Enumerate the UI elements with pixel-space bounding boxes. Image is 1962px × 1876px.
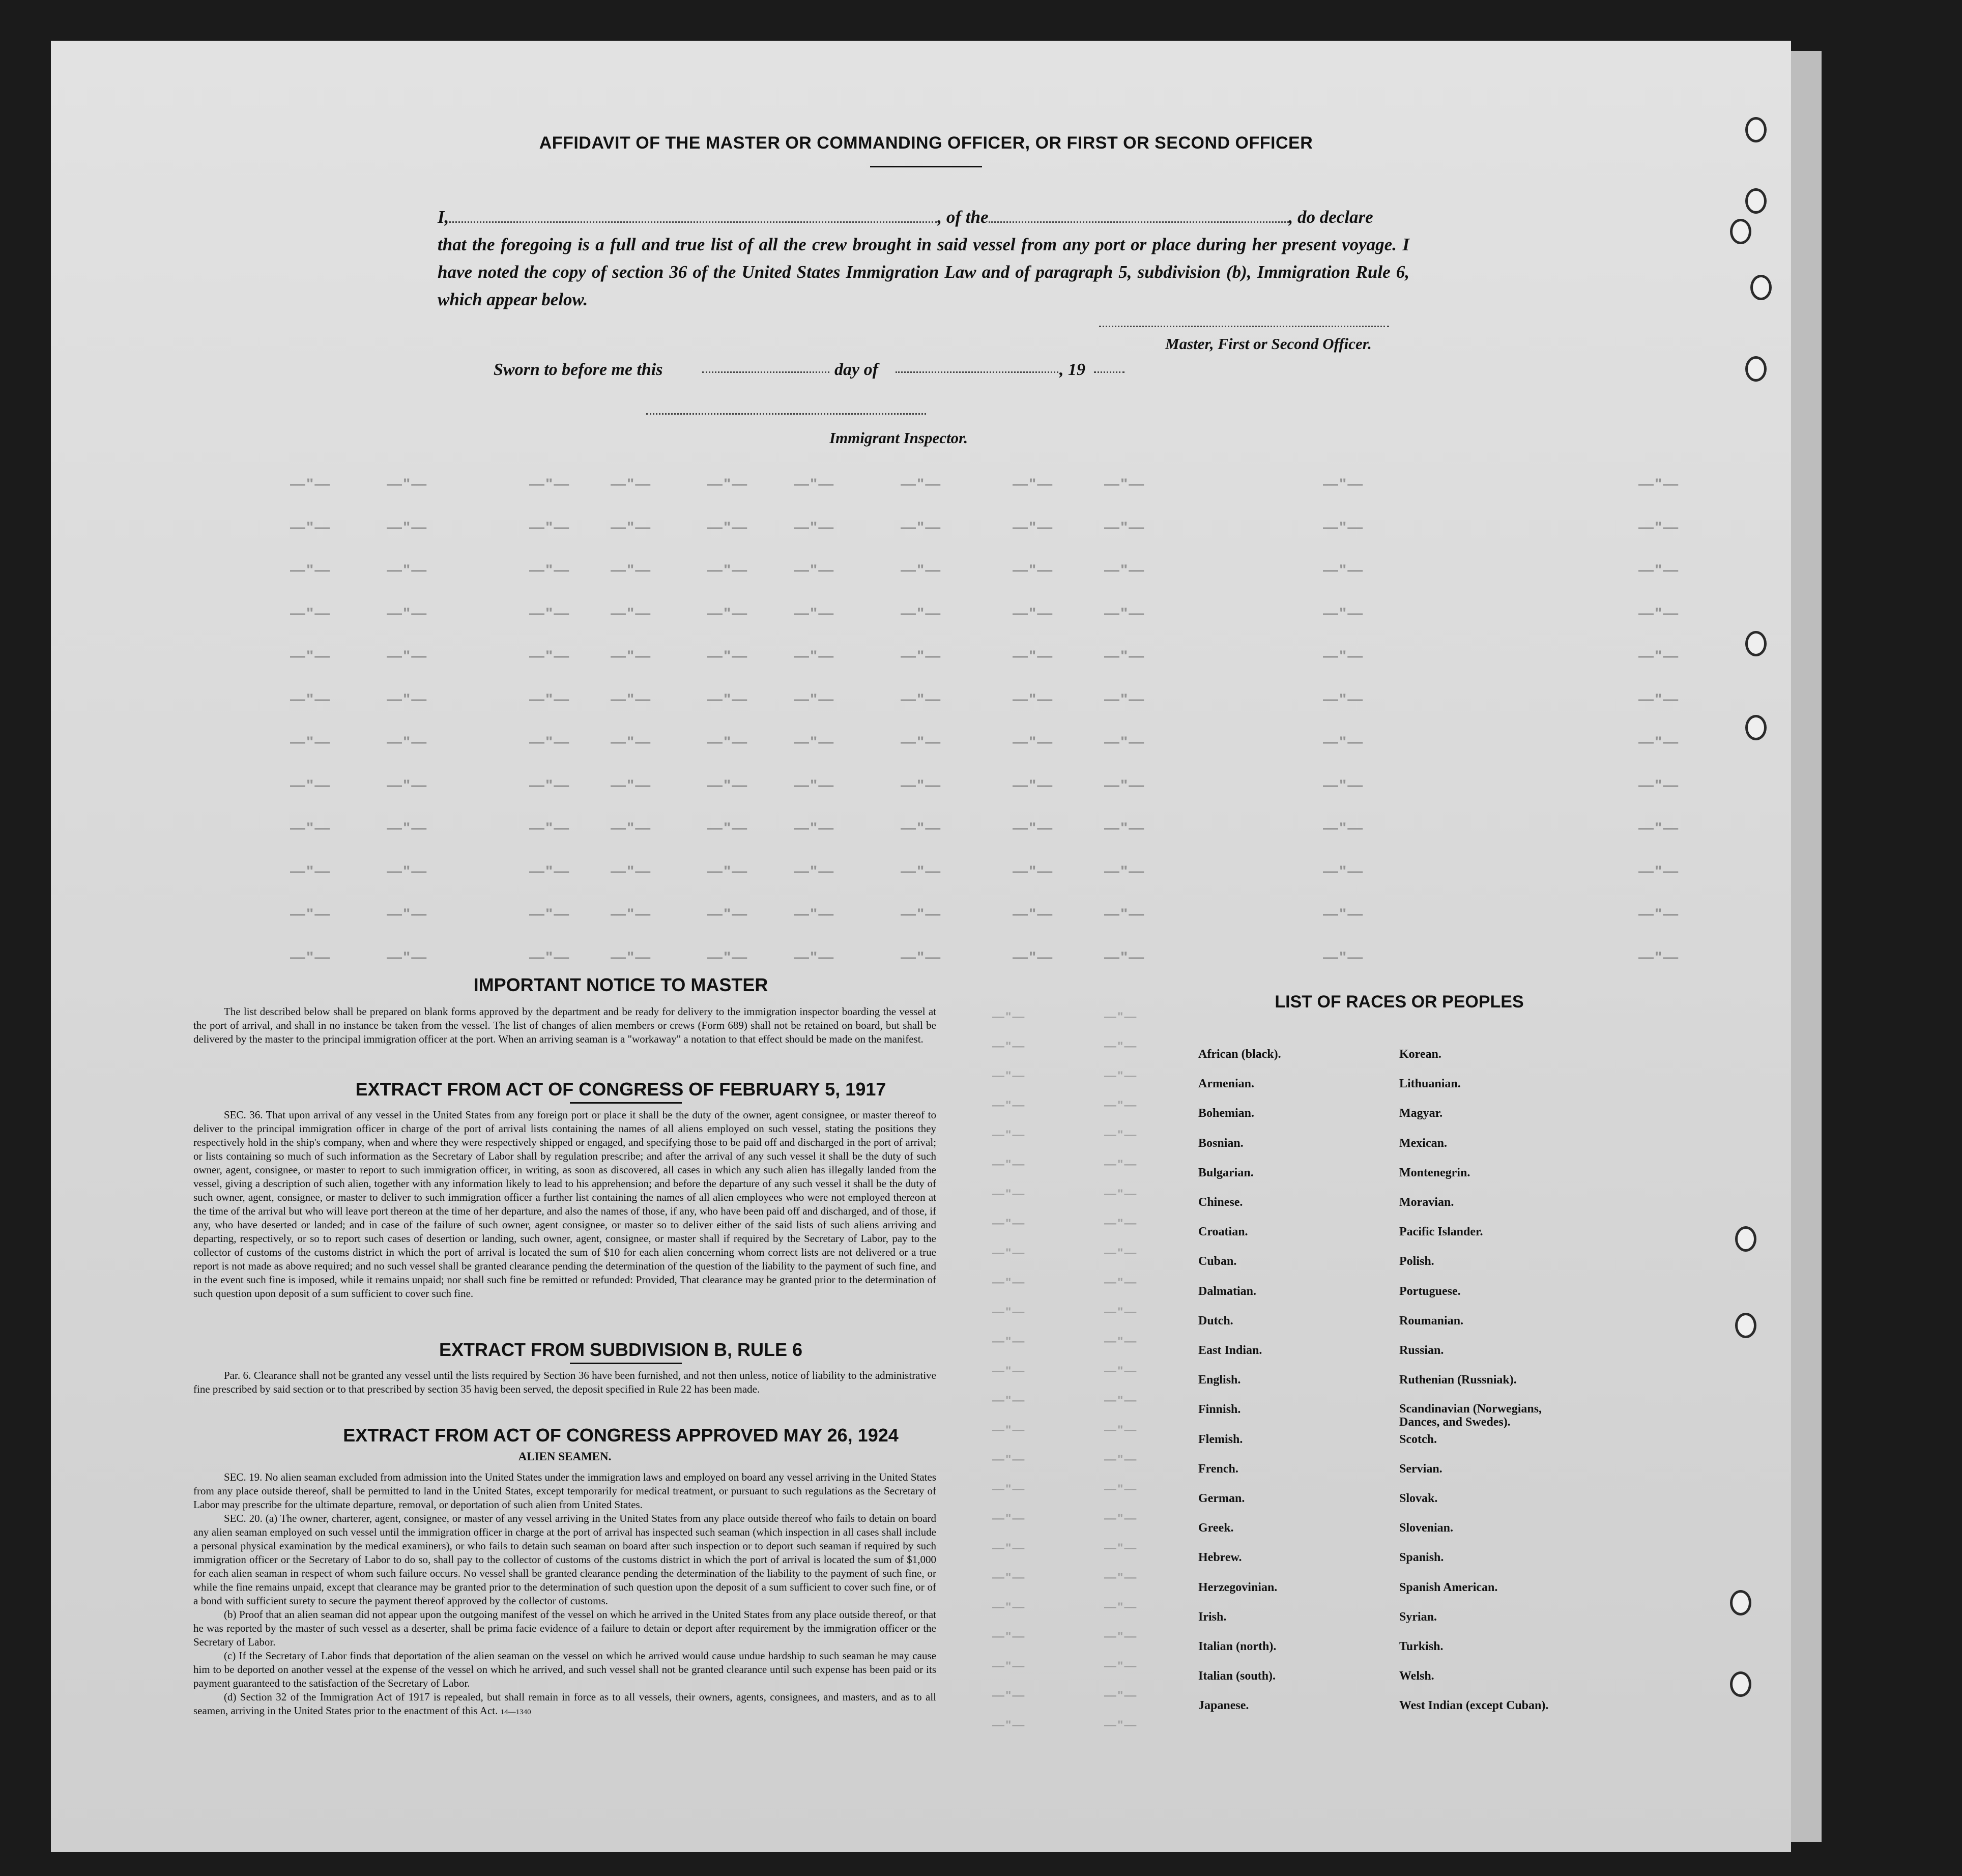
bleed-dash: —"—: [992, 1630, 1026, 1643]
bleed-dash: —"—: [901, 776, 942, 794]
bleed-dash: —"—: [992, 1128, 1026, 1142]
bleed-dash: —"—: [1323, 690, 1364, 708]
bleed-dash: —"—: [1104, 1010, 1138, 1024]
bleed-dash: —"—: [1104, 1600, 1138, 1614]
bleed-dash: —"—: [901, 476, 942, 493]
race-item: Cuban.: [1198, 1255, 1237, 1268]
bleed-dash: —"—: [611, 690, 652, 708]
master-signature-label: Master, First or Second Officer.: [1165, 335, 1372, 353]
bleed-dash: —"—: [529, 820, 570, 836]
section-20d-text: (d) Section 32 of the Immigration Act of 1917 is repealed, but shall remain in force as to all vessels, their owners, agents, consignees, and masters, and as to all seamen, arriving in the United States prior to the enactment of this Act.: [193, 1691, 936, 1717]
bleed-dash: —"—: [529, 518, 570, 536]
race-item: Italian (north).: [1198, 1640, 1277, 1653]
bleed-dash: —"—: [387, 604, 428, 622]
bleed-dash: —"—: [387, 776, 428, 794]
extract-1924-text: [193, 1470, 936, 1719]
bleed-dash: —"—: [1638, 906, 1680, 922]
sworn-day-field[interactable]: [702, 371, 829, 373]
sworn-month-field[interactable]: [896, 371, 1058, 373]
bleed-dash: —"—: [529, 734, 570, 751]
section-20d-paragraph: [193, 1690, 936, 1719]
bleed-dash: —"—: [992, 1364, 1026, 1378]
bleed-dash: —"—: [992, 1512, 1026, 1525]
binder-hole: [1745, 715, 1767, 740]
binder-hole: [1745, 356, 1767, 382]
bleed-dash: —"—: [1104, 1040, 1138, 1053]
bleed-dash: —"—: [1104, 1246, 1138, 1260]
race-item: Portuguese.: [1399, 1284, 1461, 1298]
bleed-dash: —"—: [794, 862, 835, 880]
race-item: Scandinavian (Norwegians, Dances, and Swedes).: [1399, 1402, 1542, 1429]
binder-hole: [1745, 117, 1767, 142]
bleed-dash: —"—: [1013, 862, 1054, 880]
binder-hole: [1745, 188, 1767, 214]
bleed-dash: —"—: [387, 948, 428, 966]
sworn-label: Sworn to before me this: [494, 360, 663, 379]
bleed-dash: —"—: [529, 948, 570, 966]
bleed-dash: —"—: [794, 562, 835, 579]
extract-1917-title: EXTRACT FROM ACT OF CONGRESS OF FEBRUARY 5, 1917: [355, 1079, 886, 1100]
sworn-year-field[interactable]: [1094, 371, 1124, 373]
bleed-dash: —"—: [1323, 648, 1364, 665]
bleed-dash: —"—: [290, 820, 331, 836]
bleed-dash: —"—: [794, 820, 835, 836]
bleed-dash: —"—: [1104, 1187, 1138, 1201]
alien-seamen-subtitle: ALIEN SEAMEN.: [518, 1450, 612, 1463]
day-of-label: day of: [834, 360, 878, 379]
bleed-dash: —"—: [611, 862, 652, 880]
bleed-dash: —"—: [1013, 734, 1054, 751]
bleed-dash: —"—: [707, 820, 748, 836]
bleed-dash: —"—: [1323, 820, 1364, 836]
bleed-dash: —"—: [611, 776, 652, 794]
bleed-dash: —"—: [290, 648, 331, 665]
bleed-dash: —"—: [1013, 820, 1054, 836]
bleed-dash: —"—: [794, 518, 835, 536]
race-item: African (black).: [1198, 1048, 1281, 1061]
bleed-dash: —"—: [611, 948, 652, 966]
bleed-dash: —"—: [992, 1394, 1026, 1407]
bleed-dash: —"—: [1638, 562, 1680, 579]
bleed-dash: —"—: [1638, 776, 1680, 794]
race-item: Servian.: [1399, 1462, 1442, 1476]
bleed-dash: —"—: [1104, 604, 1145, 622]
section-20a-paragraph: SEC. 20. (a) The owner, charterer, agent, consignee, or master of any vessel arriving in the United States from any place outside thereof who fails to detain on board any alien seaman employed on such vessel until the immigration officer in charge at the port of arrival has inspected such seaman (which inspection in all cases shall include a personal physical examination by the medical examiners), or who fails to detain such seaman on board after such inspection or to deport such seaman if required by such immigration officer or the Secretary of Labor to do so, shall pay to the collector of customs of the customs district in which the port of arrival is located the sum of $1,000 for each alien seaman in respect of whom such failure occurs. No vessel shall be granted clearance pending the determination of the liability to the payment of such fine, or while the fine remains unpaid, except that clearance may be granted prior to the determination of such question upon the deposit of a sum sufficient to cover such fine, or of a bond with sufficient surety to secure the payment thereof approved by the collector of customs.: [193, 1512, 936, 1607]
race-item: Pacific Islander.: [1399, 1225, 1483, 1239]
bleed-dash: —"—: [1104, 690, 1145, 708]
title-underline: [570, 1363, 682, 1364]
section-20b-paragraph: (b) Proof that an alien seaman did not appear upon the outgoing manifest of the vessel on which he arrived in the United States from any place outside thereof, or that he was reported by the master of such vessel as a deserter, shall be prima facie evidence of a failure to detain or deport after requirement by the immigration officer or the Secretary of Labor.: [193, 1608, 936, 1648]
race-item: Roumanian.: [1399, 1314, 1464, 1327]
race-item: Bohemian.: [1198, 1107, 1255, 1120]
bleed-dash: —"—: [1013, 906, 1054, 922]
bleed-dash: —"—: [611, 604, 652, 622]
bleed-dash: —"—: [611, 820, 652, 836]
year-label: , 19: [1059, 360, 1085, 379]
bleed-dash: —"—: [707, 948, 748, 966]
bleed-dash: —"—: [901, 648, 942, 665]
section-20c-paragraph: (c) If the Secretary of Labor finds that deportation of the alien seaman on the vessel on which he arrived would cause undue hardship to such seaman he may cause him to be deported on another vessel at the expense of the vessel on which he arrived, and such vessel shall not be granted clearance until such expense has been paid or its payment guaranteed to the satisfaction of the Secretary of Labor.: [193, 1650, 936, 1689]
race-item: Finnish.: [1198, 1403, 1241, 1417]
bleed-dash: —"—: [707, 604, 748, 622]
race-item: Magyar.: [1399, 1107, 1443, 1120]
bleed-dash: —"—: [992, 1541, 1026, 1555]
bleed-dash: —"—: [1013, 648, 1054, 665]
bleed-dash: —"—: [611, 518, 652, 536]
race-item: Chinese.: [1198, 1196, 1243, 1209]
bleed-dash: —"—: [992, 1246, 1026, 1260]
bleed-dash: —"—: [1104, 1217, 1138, 1230]
race-item: Syrian.: [1399, 1610, 1437, 1624]
bleed-dash: —"—: [1638, 820, 1680, 836]
bleed-dash: —"—: [1104, 948, 1145, 966]
bleed-dash: —"—: [794, 948, 835, 966]
bleed-dash: —"—: [1323, 518, 1364, 536]
bleed-dash: —"—: [1013, 562, 1054, 579]
race-item: Korean.: [1399, 1048, 1441, 1061]
race-item: Spanish American.: [1399, 1580, 1498, 1594]
of-the-label: , of the: [937, 207, 989, 227]
binder-hole: [1735, 1313, 1756, 1338]
bleed-dash: —"—: [1638, 690, 1680, 708]
bleed-dash: —"—: [1104, 734, 1145, 751]
bleed-dash: —"—: [794, 476, 835, 493]
race-item: Greek.: [1198, 1521, 1234, 1535]
bleed-dash: —"—: [1104, 1571, 1138, 1584]
bleed-dash: —"—: [611, 906, 652, 922]
race-item: East Indian.: [1198, 1344, 1262, 1357]
bleed-dash: —"—: [1013, 948, 1054, 966]
bleed-dash: —"—: [1638, 862, 1680, 880]
bleed-dash: —"—: [794, 690, 835, 708]
bleed-dash: —"—: [1104, 1335, 1138, 1348]
bleed-dash: —"—: [529, 604, 570, 622]
bleed-dash: —"—: [611, 562, 652, 579]
bleed-dash: —"—: [901, 948, 942, 966]
extract-1917-text: [193, 1108, 936, 1301]
bleed-dash: —"—: [1104, 1276, 1138, 1289]
bleed-dash: —"—: [794, 648, 835, 665]
race-item: Hebrew.: [1198, 1551, 1242, 1565]
bleed-dash: —"—: [1104, 1099, 1138, 1112]
race-item: Russian.: [1399, 1344, 1444, 1357]
race-item: English.: [1198, 1373, 1241, 1387]
binder-hole: [1735, 1226, 1756, 1252]
bleed-dash: —"—: [1013, 690, 1054, 708]
notice-title: IMPORTANT NOTICE TO MASTER: [473, 974, 768, 995]
section-19-paragraph: SEC. 19. No alien seaman excluded from admission into the United States under the immigration laws and employed on board any vessel arriving in the United States from any place outside thereof, shall be permitted to land in the United States, except temporarily for medical treatment, or pursuant to such regulations as the Secretary of Labor may prescribe for the ultimate departure, removal, or deportation of such alien from United States.: [193, 1471, 936, 1511]
binder-hole: [1730, 1590, 1751, 1615]
bleed-dash: —"—: [992, 1571, 1026, 1584]
bleed-dash: —"—: [992, 1010, 1026, 1024]
bleed-dash: —"—: [290, 734, 331, 751]
bleed-dash: —"—: [707, 862, 748, 880]
bleed-dash: —"—: [992, 1040, 1026, 1053]
race-item: Dutch.: [1198, 1314, 1233, 1327]
race-item: Spanish.: [1399, 1551, 1444, 1565]
bleed-dash: —"—: [290, 604, 331, 622]
extract-rule6-text: [193, 1369, 936, 1396]
bleed-dash: —"—: [387, 906, 428, 922]
bleed-dash: —"—: [290, 906, 331, 922]
bleed-dash: —"—: [290, 562, 331, 579]
bleed-dash: —"—: [1104, 1423, 1138, 1437]
bleed-dash: —"—: [1104, 862, 1145, 880]
bleed-dash: —"—: [1638, 476, 1680, 493]
bleed-dash: —"—: [1638, 604, 1680, 622]
title-underline: [870, 166, 982, 167]
races-title: LIST OF RACES OR PEOPLES: [1275, 992, 1524, 1012]
section-36-paragraph: SEC. 36. That upon arrival of any vessel in the United States from any foreign port or place it shall be the duty of the owner, agent consignee, or master thereof to deliver to the principal immigration officer in charge of the port of arrival lists containing the names of all aliens employed on such vessel, stating the positions they respectively hold in the ship's company, when and where they were respectively shipped or engaged, and specifying those to be paid off and discharged in the port of arrival; or lists containing so much of such information as the Secretary of Labor shall by regulation prescribe; and after the arrival of any such vessel it shall be the duty of such owner, agent, consignee, or master to report to such immigration officer, in writing, as soon as discovered, all cases in which any such alien has illegally landed from the vessel, giving a description of such alien, together with any information likely to lead to his apprehension; and before the departure of any such vessel it shall be the duty of such owner, agent, consignee, or master to deliver to such immigration officer a further list containing the names of all alien employees who were not employed thereon at the time of the arrival but who will leave port thereon at the time of her departure, and also the names of those, if any, who have been paid off and discharged, and of those, if any, who have deserted or landed; and in case of the failure of such owner, agent consignee, or master so to deliver either of the said lists of such aliens arriving and departing, respectively, or so to report such cases of desertion or landing, such owner, agent, consignee, or master shall if required by the Secretary of Labor, pay to the collector of customs of the customs district in which the port of arrival is located the sum of $10 for each alien concerning whom correct lists are not delivered or a true report is not made as above required; and no such vessel shall be granted clearance pending the determination of the question of the liability to the payment of such fine, and in the event such fine is imposed, while it remains unpaid; nor shall such fine be remitted or refunded: Provided, That clearance may be granted prior to the determination of such question upon deposit of a sum sufficient to cover such fine.: [193, 1109, 936, 1300]
rule6-paragraph: Par. 6. Clearance shall not be granted any vessel until the lists required by Section 36 have been furnished, and not then unless, notice of liability to the administrative fine prescribed by said section or to that prescribed by section 35 havig been served, the deposit specified in Rule 22 has been made.: [193, 1369, 936, 1395]
master-signature-field[interactable]: [1099, 326, 1389, 327]
race-item: Slovenian.: [1399, 1521, 1454, 1535]
bleed-dash: —"—: [1104, 476, 1145, 493]
bleed-dash: —"—: [1638, 734, 1680, 751]
bleed-dash: —"—: [992, 1600, 1026, 1614]
bleed-dash: —"—: [1104, 1394, 1138, 1407]
bleed-dash: —"—: [707, 562, 748, 579]
bleed-dash: —"—: [290, 948, 331, 966]
race-item: Polish.: [1399, 1255, 1434, 1268]
bleed-dash: —"—: [1104, 1689, 1138, 1702]
bleed-dash: —"—: [387, 476, 428, 493]
bleed-dash: —"—: [1104, 1364, 1138, 1378]
bleed-dash: —"—: [992, 1069, 1026, 1083]
bleed-dash: —"—: [1323, 734, 1364, 751]
bleed-dash: —"—: [1013, 604, 1054, 622]
bleed-dash: —"—: [901, 906, 942, 922]
bleed-dash: —"—: [794, 776, 835, 794]
race-item: Welsh.: [1399, 1669, 1434, 1683]
bleed-dash: —"—: [992, 1453, 1026, 1466]
bleed-dash: —"—: [1104, 648, 1145, 665]
bleed-dash: —"—: [901, 820, 942, 836]
bleed-dash: —"—: [1104, 906, 1145, 922]
bleed-dash: —"—: [1323, 906, 1364, 922]
race-item: Bulgarian.: [1198, 1166, 1254, 1179]
binder-hole: [1745, 631, 1767, 656]
bleed-dash: —"—: [1323, 948, 1364, 966]
race-item: Irish.: [1198, 1610, 1227, 1624]
bleed-dash: —"—: [1104, 1128, 1138, 1142]
bleed-dash: —"—: [1323, 776, 1364, 794]
bleed-dash: —"—: [794, 734, 835, 751]
bleed-dash: —"—: [1013, 476, 1054, 493]
bleed-dash: —"—: [707, 518, 748, 536]
race-item: Herzegovinian.: [1198, 1580, 1278, 1594]
bleed-dash: —"—: [387, 862, 428, 880]
bleed-dash: —"—: [1638, 948, 1680, 966]
bleed-dash: —"—: [1104, 820, 1145, 836]
do-declare-label: , do declare: [1288, 207, 1373, 227]
race-item: Scotch.: [1399, 1432, 1437, 1446]
race-item: Mexican.: [1399, 1136, 1447, 1150]
bleed-dash: —"—: [387, 562, 428, 579]
race-item: Lithuanian.: [1399, 1077, 1461, 1091]
bleed-dash: —"—: [1013, 518, 1054, 536]
bleed-dash: —"—: [1638, 648, 1680, 665]
race-item: French.: [1198, 1462, 1238, 1476]
bleed-dash: —"—: [992, 1276, 1026, 1289]
race-item: Italian (south).: [1198, 1669, 1276, 1683]
bleed-dash: —"—: [707, 776, 748, 794]
race-item: Armenian.: [1198, 1077, 1254, 1091]
bleed-dash: —"—: [901, 518, 942, 536]
bleed-dash: —"—: [901, 734, 942, 751]
bleed-dash: —"—: [794, 906, 835, 922]
bleed-dash: —"—: [1323, 476, 1364, 493]
bleed-dash: —"—: [290, 690, 331, 708]
bleed-dash: —"—: [901, 604, 942, 622]
bleed-dash: —"—: [1104, 562, 1145, 579]
bleed-dash: —"—: [794, 604, 835, 622]
bleed-dash: —"—: [387, 690, 428, 708]
affidavit-declaration: [438, 204, 1409, 313]
bleed-dash: —"—: [1638, 518, 1680, 536]
inspector-label: Immigrant Inspector.: [829, 429, 968, 447]
notice-text: [193, 1005, 936, 1046]
inspector-signature-field[interactable]: [646, 413, 926, 415]
bleed-dash: —"—: [529, 906, 570, 922]
race-item: Flemish.: [1198, 1432, 1243, 1446]
bleed-dash: —"—: [992, 1659, 1026, 1673]
bleed-dash: —"—: [1104, 1718, 1138, 1732]
bleed-dash: —"—: [290, 776, 331, 794]
bleed-dash: —"—: [992, 1718, 1026, 1732]
declarant-label: I,: [438, 207, 449, 227]
bleed-dash: —"—: [1104, 1305, 1138, 1319]
bleed-dash: —"—: [1104, 1482, 1138, 1496]
bleed-dash: —"—: [992, 1335, 1026, 1348]
race-item: Croatian.: [1198, 1225, 1248, 1239]
bleed-dash: —"—: [707, 690, 748, 708]
race-item: Dalmatian.: [1198, 1284, 1256, 1298]
page-edge: [1791, 51, 1822, 1842]
vessel-name-field[interactable]: [989, 209, 1289, 223]
bleed-dash: —"—: [707, 906, 748, 922]
race-item: Bosnian.: [1198, 1136, 1244, 1150]
affidavit-title: AFFIDAVIT OF THE MASTER OR COMMANDING OFFICER, OR FIRST OR SECOND OFFICER: [539, 133, 1313, 153]
bleed-dash: —"—: [1323, 604, 1364, 622]
bleed-dash: —"—: [387, 734, 428, 751]
race-item: Montenegrin.: [1399, 1166, 1470, 1179]
bleed-dash: —"—: [611, 734, 652, 751]
bleed-dash: —"—: [1104, 1069, 1138, 1083]
bleed-dash: —"—: [1104, 1630, 1138, 1643]
bleed-dash: —"—: [1323, 562, 1364, 579]
bleed-dash: —"—: [901, 862, 942, 880]
bleed-dash: —"—: [387, 518, 428, 536]
bleed-dash: —"—: [992, 1482, 1026, 1496]
bleed-dash: —"—: [1104, 1158, 1138, 1171]
bleed-dash: —"—: [529, 862, 570, 880]
bleed-dash: —"—: [529, 776, 570, 794]
bleed-dash: —"—: [290, 518, 331, 536]
bleed-dash: —"—: [1104, 1512, 1138, 1525]
race-item: Moravian.: [1399, 1196, 1454, 1209]
bleed-dash: —"—: [1104, 1541, 1138, 1555]
bleed-dash: —"—: [611, 476, 652, 493]
extract-rule6-title: EXTRACT FROM SUBDIVISION B, RULE 6: [439, 1339, 803, 1360]
binder-hole: [1730, 1671, 1751, 1697]
bleed-dash: —"—: [707, 476, 748, 493]
bleed-dash: —"—: [1104, 1453, 1138, 1466]
bleed-dash: —"—: [1323, 862, 1364, 880]
race-item: German.: [1198, 1492, 1245, 1505]
binder-hole: [1730, 219, 1751, 244]
notice-paragraph: The list described below shall be prepared on blank forms approved by the department and be ready for delivery to the immigration inspector boarding the vessel at the port of arrival, and shall in no instance be taken from the vessel. The list of changes of alien members or crews (Form 689) shall not be retained on board, but shall be delivered by the master to the principal immigration officer at the port. When an arriving seaman is a "workaway" a notation to that effect should be made on the manifest.: [193, 1005, 936, 1045]
bleed-dash: —"—: [290, 476, 331, 493]
title-underline: [570, 1102, 682, 1104]
bleed-dash: —"—: [992, 1689, 1026, 1702]
declaration-text: that the foregoing is a full and true list of all the crew brought in said vessel from any port or place during her present voyage. I have noted the copy of section 36 of the United States Immigration Law and of paragraph 5, subdivision (b), Immigration Rule 6, which appear below.: [438, 235, 1409, 309]
bleed-dash: —"—: [901, 690, 942, 708]
form-number: 14—1340: [500, 1708, 531, 1716]
bleed-dash: —"—: [992, 1099, 1026, 1112]
bleed-dash: —"—: [290, 862, 331, 880]
bleed-dash: —"—: [707, 648, 748, 665]
bleed-dash: —"—: [529, 648, 570, 665]
race-item: Turkish.: [1399, 1640, 1444, 1653]
bleed-dash: —"—: [529, 562, 570, 579]
bleed-dash: —"—: [1104, 1659, 1138, 1673]
bleed-dash: —"—: [992, 1187, 1026, 1201]
bleed-dash: —"—: [901, 562, 942, 579]
bleed-dash: —"—: [611, 648, 652, 665]
bleed-dash: —"—: [387, 648, 428, 665]
bleed-dash: —"—: [992, 1158, 1026, 1171]
race-item: Japanese.: [1198, 1699, 1249, 1713]
race-item: Slovak.: [1399, 1492, 1438, 1505]
bleed-dash: —"—: [707, 734, 748, 751]
bleed-dash: —"—: [529, 476, 570, 493]
race-item: Ruthenian (Russniak).: [1399, 1373, 1517, 1387]
bleed-dash: —"—: [992, 1217, 1026, 1230]
bleed-dash: —"—: [992, 1305, 1026, 1319]
bleed-dash: —"—: [1013, 776, 1054, 794]
race-item: West Indian (except Cuban).: [1399, 1699, 1549, 1713]
declarant-name-field[interactable]: [449, 209, 937, 223]
extract-1924-title: EXTRACT FROM ACT OF CONGRESS APPROVED MAY 26, 1924: [343, 1425, 899, 1446]
bleed-dash: —"—: [1104, 776, 1145, 794]
bleed-dash: —"—: [1104, 518, 1145, 536]
bleed-dash: —"—: [529, 690, 570, 708]
bleed-dash: —"—: [387, 820, 428, 836]
binder-hole: [1750, 275, 1772, 300]
bleed-dash: —"—: [992, 1423, 1026, 1437]
